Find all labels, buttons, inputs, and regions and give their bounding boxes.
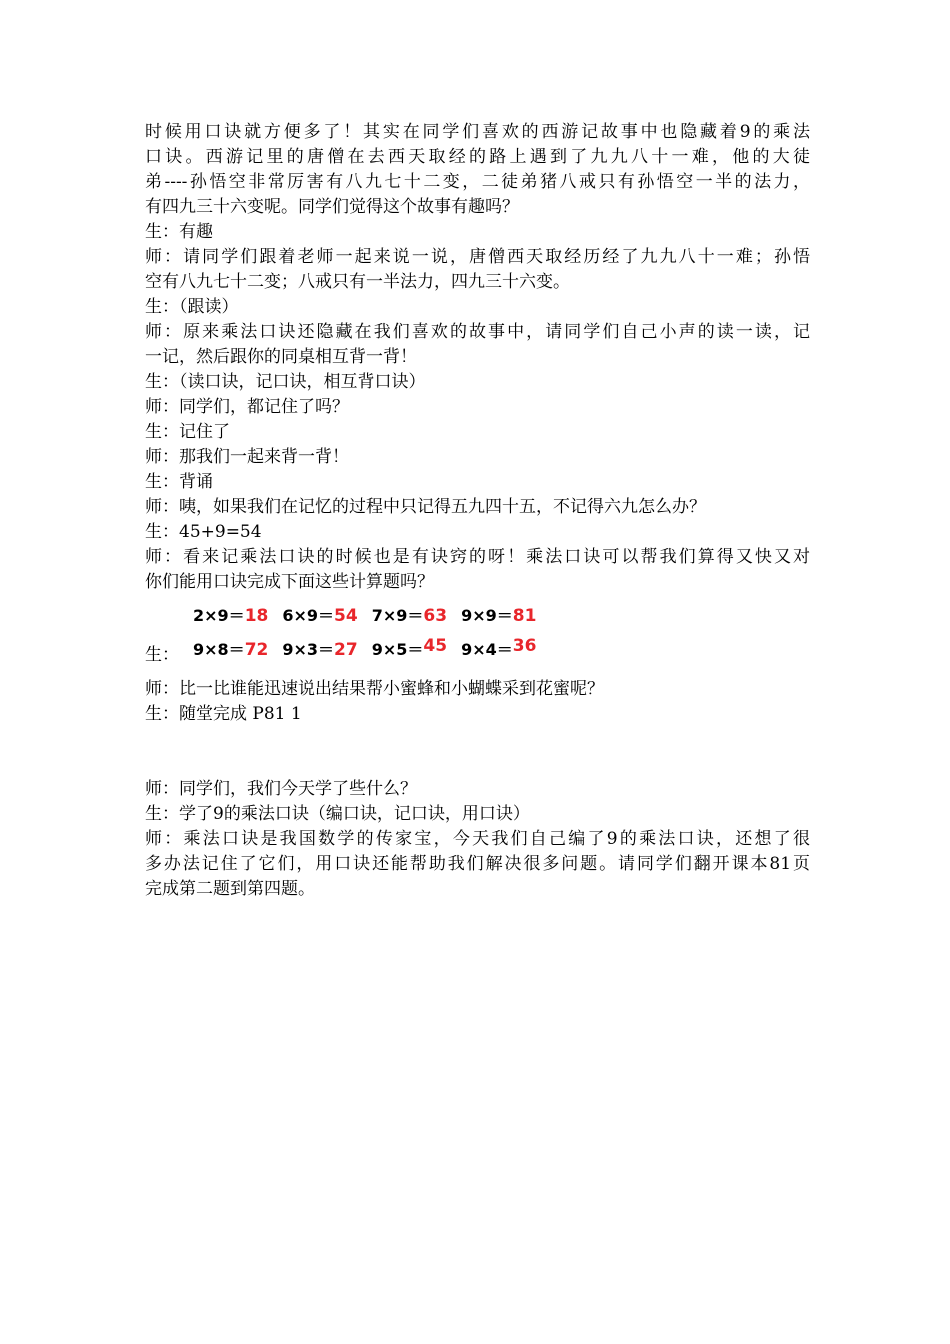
text-line: 完成第二题到第四题。 <box>145 879 315 899</box>
text-line: 师：看来记乘法口诀的时候也是有诀窍的呀！乘法口诀可以帮我们算得又快又对 <box>145 547 810 567</box>
equation <box>372 603 447 626</box>
equation-answer: 54 <box>334 606 358 626</box>
equation-expression: 6×9＝ <box>282 606 335 625</box>
equation <box>461 603 536 626</box>
text-line: 生：45+9=54 <box>145 522 262 542</box>
equation-answer: 36 <box>512 636 537 656</box>
text-line: 生：（跟读） <box>145 297 239 317</box>
dialogue-block-middle <box>145 677 810 727</box>
text-line: 师：同学们，我们今天学了些什么？ <box>145 779 417 799</box>
equation-expression: 2×9＝ <box>193 606 245 625</box>
equation-answer: 63 <box>423 606 448 626</box>
equation <box>372 637 447 660</box>
multiplication-exercise <box>145 603 810 669</box>
text-line: 师：同学们，都记住了吗？ <box>145 397 349 417</box>
student-label: 生： <box>145 645 179 665</box>
math-row-2 <box>193 637 550 660</box>
text-line: 师：那我们一起来背一背！ <box>145 447 349 467</box>
dialogue-block-bottom <box>145 777 810 902</box>
equation-expression: 9×5＝ <box>371 640 424 659</box>
text-line: 生：有趣 <box>145 222 213 242</box>
text-line: 时候用口诀就方便多了！其实在同学们喜欢的西游记故事中也隐藏着9的乘法 <box>145 122 810 142</box>
text-line: 你们能用口诀完成下面这些计算题吗？ <box>145 572 434 592</box>
text-line: 有四九三十六变呢。同学们觉得这个故事有趣吗？ <box>145 197 519 217</box>
text-line: 生：学了9的乘法口诀（编口诀，记口诀，用口诀） <box>145 804 530 824</box>
spacer <box>145 727 810 777</box>
equation <box>193 603 268 626</box>
text-line: 空有八九七十二变；八戒只有一半法力，四九三十六变。 <box>145 272 570 292</box>
equation-expression: 9×8＝ <box>193 640 245 659</box>
equation-expression: 9×9＝ <box>461 606 513 625</box>
equation-expression: 9×4＝ <box>461 640 513 659</box>
equation <box>461 637 536 660</box>
equation <box>193 637 268 660</box>
text-line: 师：咦，如果我们在记忆的过程中只记得五九四十五，不记得六九怎么办？ <box>145 497 706 517</box>
dialogue-block-top <box>145 120 810 595</box>
math-row-1 <box>193 603 550 626</box>
equation-expression: 7×9＝ <box>371 606 424 625</box>
equation-expression: 9×3＝ <box>282 640 335 659</box>
equation-answer: 18 <box>244 606 269 626</box>
equation-answer: 72 <box>244 640 269 660</box>
text-line: 口诀。西游记里的唐僧在去西天取经的路上遇到了九九八十一难，他的大徒 <box>145 147 810 167</box>
text-line: 师：原来乘法口诀还隐藏在我们喜欢的故事中，请同学们自己小声的读一读，记 <box>145 322 810 342</box>
text-line: 一记，然后跟你的同桌相互背一背！ <box>145 347 417 367</box>
document-page <box>145 120 810 902</box>
text-line: 生：（读口诀，记口诀，相互背口诀） <box>145 372 426 392</box>
text-line: 生：随堂完成 P81 1 <box>145 704 302 724</box>
text-line: 弟----孙悟空非常厉害有八九七十二变，二徒弟猪八戒只有孙悟空一半的法力， <box>145 172 810 192</box>
text-line: 多办法记住了它们，用口诀还能帮助我们解决很多问题。请同学们翻开课本81页 <box>145 854 810 874</box>
equation-answer: 27 <box>334 640 358 660</box>
text-line: 生：背诵 <box>145 472 213 492</box>
text-line: 师：乘法口诀是我国数学的传家宝，今天我们自己编了9的乘法口诀，还想了很 <box>145 829 810 849</box>
equation <box>282 637 357 660</box>
text-line: 师：请同学们跟着老师一起来说一说，唐僧西天取经历经了九九八十一难；孙悟 <box>145 247 810 267</box>
text-line: 生：记住了 <box>145 422 230 442</box>
equation-answer: 81 <box>512 606 537 626</box>
equation-answer: 45 <box>423 636 448 656</box>
text-line: 师：比一比谁能迅速说出结果帮小蜜蜂和小蝴蝶采到花蜜呢？ <box>145 679 604 699</box>
equation <box>282 603 357 626</box>
